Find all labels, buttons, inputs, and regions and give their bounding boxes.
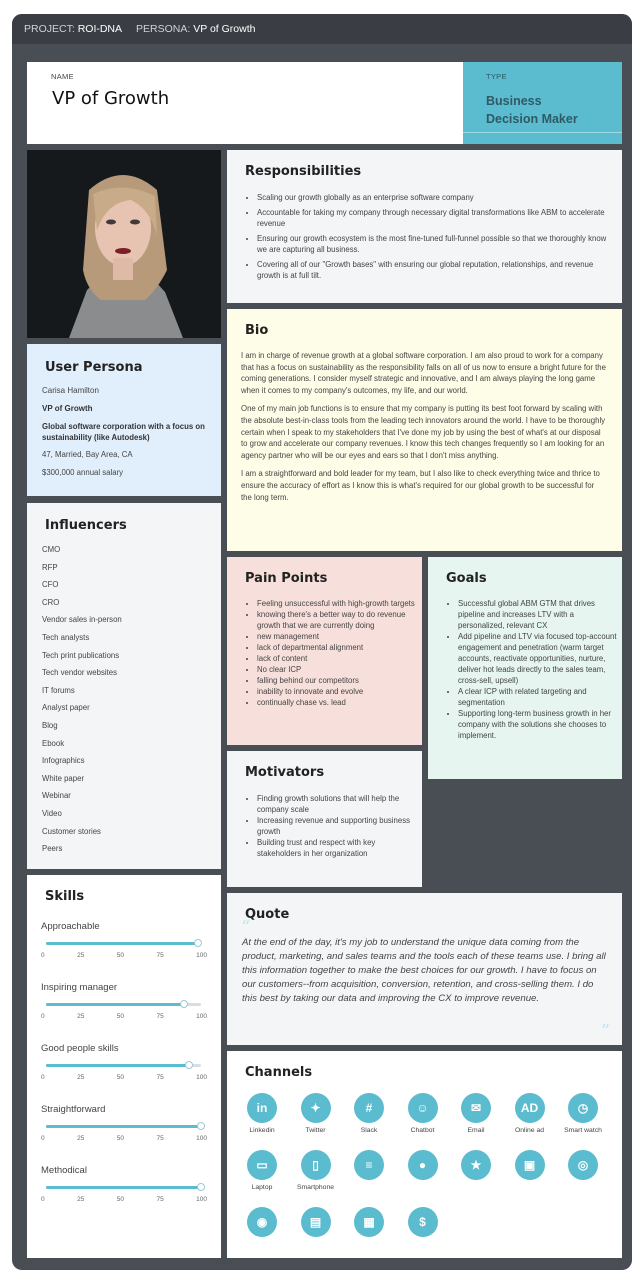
channel-item[interactable] xyxy=(448,1150,504,1180)
top-bar xyxy=(12,14,632,44)
pain-points-card xyxy=(227,557,422,745)
skill-tick-labels xyxy=(41,1135,207,1142)
responsibilities-card xyxy=(227,150,622,303)
type-label: TYPE xyxy=(486,72,507,81)
type-divider xyxy=(463,132,622,133)
skill-slider[interactable] xyxy=(46,1186,201,1189)
channel-label: Linkedin xyxy=(249,1127,275,1134)
skill-slider-handle[interactable] xyxy=(194,939,202,947)
channel-item[interactable] xyxy=(234,1207,290,1237)
skill-label: Approachable xyxy=(41,921,100,932)
bio-paragraph: One of my main job functions is to ensure that my company is putting its best foot forward by scaling with the absolute best-in-class tools from the leading tech innovators around the world. I have to be thoroughly certain when I speak to my stakeholders that I've done my job by using the best of what's at our disposal to grow and accelerate our company revenues. I know this tech changes frequently so I am looking for an agency partner who will be our eyes and ears so that I don't miss anything. xyxy=(241,404,606,460)
persona-photo xyxy=(27,150,221,338)
person-icon: ● xyxy=(408,1150,438,1180)
skill-tick-label: 50 xyxy=(116,1074,124,1081)
skills-card xyxy=(27,875,221,1258)
pain-point-item: • lack of departmental alignment xyxy=(257,642,417,653)
skill-tick-label: 100 xyxy=(196,1074,207,1081)
influencer-item: Vendor sales in-person xyxy=(42,615,122,625)
responsibility-item: • Covering all of our "Growth bases" with ensuring our global reputation, relationships, and revenue growth is at full tilt. xyxy=(257,259,607,281)
image-icon: ▣ xyxy=(515,1150,545,1180)
influencer-item: Blog xyxy=(42,720,58,730)
award-icon: ★ xyxy=(461,1150,491,1180)
linkedin-icon: in xyxy=(247,1093,277,1123)
persona-demographics: 47, Married, Bay Area, CA xyxy=(42,450,133,459)
channel-item[interactable] xyxy=(341,1150,397,1180)
skill-tick-label: 25 xyxy=(77,1074,85,1081)
influencers-card xyxy=(27,503,221,869)
smartphone-icon: ▯ xyxy=(301,1150,331,1180)
open-quote-icon: “ xyxy=(241,917,251,938)
calendar-icon: ▦ xyxy=(354,1207,384,1237)
chatbot-icon: ☺ xyxy=(408,1093,438,1123)
bio-paragraph: I am in charge of revenue growth at a global software corporation. I am also proud to work for a company that has a focus on sustainability as the responsibility falls on all of us now to ensure a bright future for the coming generations. I consider myself strategic and innovative, and I am always playing the long game when it comes to my company's outcomes, my life, and our world. xyxy=(241,351,606,395)
channel-label: Online ad xyxy=(514,1127,545,1134)
pain-point-item: • lack of content xyxy=(257,653,417,664)
skill-tick-label: 50 xyxy=(116,1196,124,1203)
channel-item[interactable] xyxy=(502,1093,558,1134)
goals-card xyxy=(428,557,622,779)
influencer-item: CMO xyxy=(42,545,61,554)
channel-label: Email xyxy=(467,1127,485,1134)
pain-point-item: • new management xyxy=(257,631,417,642)
type-value-line1: Business xyxy=(486,94,542,108)
skill-slider-fill xyxy=(46,1186,201,1189)
channel-item[interactable] xyxy=(234,1093,290,1134)
skill-tick-labels xyxy=(41,1074,207,1081)
skill-slider-fill xyxy=(46,1064,189,1067)
skill-tick-label: 0 xyxy=(41,952,45,959)
channel-item[interactable] xyxy=(288,1093,344,1134)
goals-title: Goals xyxy=(446,571,487,586)
motivators-title: Motivators xyxy=(245,765,325,780)
skill-row xyxy=(41,921,207,982)
smart-watch-icon: ◷ xyxy=(568,1093,598,1123)
influencer-item: CFO xyxy=(42,580,59,590)
skill-tick-label: 25 xyxy=(77,1135,85,1142)
persona-salary: $300,000 annual salary xyxy=(42,468,124,477)
skill-label: Inspiring manager xyxy=(41,982,118,993)
skill-tick-labels xyxy=(41,952,207,959)
project-label: PROJECT: xyxy=(24,23,75,35)
skill-tick-labels xyxy=(41,1013,207,1020)
globe-icon: ◎ xyxy=(568,1150,598,1180)
influencer-item: Tech analysts xyxy=(42,632,90,642)
influencer-item: Video xyxy=(42,808,62,818)
skill-tick-label: 50 xyxy=(116,1135,124,1142)
pain-point-item: • No clear ICP xyxy=(257,664,417,675)
portrait-image xyxy=(27,150,221,338)
type-card xyxy=(463,62,622,144)
skill-tick-label: 75 xyxy=(156,1074,164,1081)
persona-title: VP of Growth xyxy=(52,88,170,109)
online-ad-icon: AD xyxy=(515,1093,545,1123)
motivators-list xyxy=(243,793,417,859)
channel-item[interactable] xyxy=(341,1093,397,1134)
pain-point-item: • knowing there's a better way to do revenue growth that we are currently doing xyxy=(257,609,417,631)
persona-board xyxy=(12,14,632,1270)
skill-slider-handle[interactable] xyxy=(185,1061,193,1069)
pain-points-list xyxy=(243,598,417,708)
skill-tick-label: 0 xyxy=(41,1196,45,1203)
goal-item: • A clear ICP with related targeting and segmentation xyxy=(458,686,620,708)
persona-role: VP of Growth xyxy=(42,404,93,413)
influencer-item: Infographics xyxy=(42,756,85,766)
skill-slider-handle[interactable] xyxy=(197,1122,205,1130)
document-icon: ≡ xyxy=(354,1150,384,1180)
channel-label: Laptop xyxy=(251,1184,273,1191)
skill-tick-label: 100 xyxy=(196,1135,207,1142)
channel-item[interactable] xyxy=(288,1150,344,1191)
pain-points-title: Pain Points xyxy=(245,571,328,586)
channel-label: Slack xyxy=(360,1127,378,1134)
channel-item[interactable] xyxy=(555,1093,611,1134)
influencer-item: Tech vendor websites xyxy=(42,668,117,678)
channels-title: Channels xyxy=(245,1065,313,1080)
newspaper-icon: ▤ xyxy=(301,1207,331,1237)
user-persona-card xyxy=(27,344,221,496)
skill-tick-label: 100 xyxy=(196,1013,207,1020)
motivator-item: • Building trust and respect with key stakeholders in her organization xyxy=(257,837,417,859)
skill-row xyxy=(41,1043,207,1104)
skill-slider-fill xyxy=(46,1003,184,1006)
channel-item[interactable] xyxy=(341,1207,397,1237)
goal-item: • Add pipeline and LTV via focused top-account engagement and penetration (warm target accounts, reactivate opportunities, nurture, deliver hot leads directly to the sales team, cross-sell, upsell) xyxy=(458,631,620,686)
skill-tick-label: 0 xyxy=(41,1013,45,1020)
goals-list xyxy=(444,598,620,741)
skill-slider-handle[interactable] xyxy=(197,1183,205,1191)
channel-item[interactable] xyxy=(395,1093,451,1134)
influencer-item: Webinar xyxy=(42,791,71,801)
channel-item[interactable] xyxy=(555,1150,611,1180)
persona-company: Global software corporation with a focus on sustainability (like Autodesk) xyxy=(42,422,205,442)
influencer-item: Peers xyxy=(42,844,63,854)
skills-title: Skills xyxy=(45,889,85,904)
motivator-item: • Finding growth solutions that will help the company scale xyxy=(257,793,417,815)
responsibility-item: • Scaling our growth globally as an enterprise software company xyxy=(257,192,607,203)
goal-item: • Successful global ABM GTM that drives pipeline and increases LTV with a personalized, relevant CX xyxy=(458,598,620,631)
channel-item[interactable] xyxy=(502,1150,558,1180)
influencer-item: Ebook xyxy=(42,738,65,748)
close-quote-icon: ” xyxy=(600,1021,610,1042)
skill-tick-label: 50 xyxy=(116,952,124,959)
channel-item[interactable] xyxy=(288,1207,344,1237)
location-icon: ◉ xyxy=(247,1207,277,1237)
channel-item[interactable] xyxy=(395,1207,451,1237)
bio-paragraph: I am a straightforward and bold leader for my team, but I also like to check everything twice and thrice to ensure the accuracy of effort as I know this is what's required for our global growth to be successful for the long term. xyxy=(241,469,600,502)
channel-label: Twitter xyxy=(305,1127,326,1134)
pain-point-item: • falling behind our competitors xyxy=(257,675,417,686)
skill-tick-label: 75 xyxy=(156,1013,164,1020)
goal-item: • Supporting long-term business growth in her company with the solutions she chooses to implement. xyxy=(458,708,620,741)
project-name: ROI-DNA xyxy=(77,23,123,35)
motivator-item: • Increasing revenue and supporting business growth xyxy=(257,815,417,837)
email-icon: ✉ xyxy=(461,1093,491,1123)
pain-point-item: • continually chase vs. lead xyxy=(257,697,417,708)
user-persona-title: User Persona xyxy=(45,360,143,375)
skill-tick-label: 25 xyxy=(77,952,85,959)
skill-label: Straightforward xyxy=(41,1104,106,1115)
persona-name: VP of Growth xyxy=(193,23,256,35)
bio-title: Bio xyxy=(245,323,269,338)
type-value-line2: Decision Maker xyxy=(486,112,578,126)
responsibilities-list xyxy=(243,192,607,285)
skill-row xyxy=(41,1165,207,1226)
quote-text: At the end of the day, it's my job to understand the unique data coming from the product, marketing, and sales teams and the tools each of these teams use. I bring all this information together to make the best choices for our growth. I have to focus on our customers--from acquisition, conversion, retention, and cross-selling them. I do this best by taking our data and improving the CX to improve revenue. xyxy=(242,937,606,1004)
skill-slider-fill xyxy=(46,1125,201,1128)
name-card xyxy=(27,62,463,144)
skill-tick-label: 0 xyxy=(41,1135,45,1142)
channel-label: Smart watch xyxy=(564,1127,602,1134)
quote-card xyxy=(227,893,622,1045)
influencer-item: Analyst paper xyxy=(42,703,90,713)
influencer-item: Customer stories xyxy=(42,826,101,836)
persona-label: PERSONA: xyxy=(136,23,191,35)
channel-item[interactable] xyxy=(395,1150,451,1180)
influencer-item: CRO xyxy=(42,597,60,607)
channels-card xyxy=(227,1051,622,1258)
skill-label: Good people skills xyxy=(41,1043,119,1054)
pain-point-item: • inability to innovate and evolve xyxy=(257,686,417,697)
skill-label: Methodical xyxy=(41,1165,87,1176)
skill-slider-handle[interactable] xyxy=(180,1000,188,1008)
persona-person-name: Carisa Hamilton xyxy=(42,386,99,395)
skill-slider[interactable] xyxy=(46,1125,201,1128)
name-label: NAME xyxy=(51,72,74,81)
slack-icon: # xyxy=(354,1093,384,1123)
twitter-icon: ✦ xyxy=(301,1093,331,1123)
laptop-icon: ▭ xyxy=(247,1150,277,1180)
channel-label: Chatbot xyxy=(410,1127,435,1134)
skill-tick-label: 25 xyxy=(77,1196,85,1203)
responsibility-item: • Ensuring our growth ecosystem is the most fine-tuned full-funnel possible so that we thoroughly know we are capturing all business. xyxy=(257,233,607,255)
influencers-title: Influencers xyxy=(45,518,127,533)
bio-card xyxy=(227,309,622,551)
skill-row xyxy=(41,982,207,1043)
influencer-item: White paper xyxy=(42,773,85,783)
influencer-item: IT forums xyxy=(42,685,75,695)
skill-slider-fill xyxy=(46,942,198,945)
channel-label: Smartphone xyxy=(296,1184,335,1191)
pain-point-item: • Feeling unsuccessful with high-growth targets xyxy=(257,598,417,609)
skill-tick-label: 75 xyxy=(156,1196,164,1203)
skill-tick-label: 100 xyxy=(196,1196,207,1203)
skill-row xyxy=(41,1104,207,1165)
quote-title: Quote xyxy=(245,907,290,922)
skill-tick-label: 0 xyxy=(41,1074,45,1081)
influencer-item: Tech print publications xyxy=(42,650,120,660)
responsibilities-title: Responsibilities xyxy=(245,164,362,179)
skill-tick-label: 50 xyxy=(116,1013,124,1020)
skill-tick-label: 75 xyxy=(156,1135,164,1142)
influencers-list xyxy=(42,541,122,858)
skill-tick-label: 100 xyxy=(196,952,207,959)
skill-tick-labels xyxy=(41,1196,207,1203)
money-person-icon: $ xyxy=(408,1207,438,1237)
skill-slider[interactable] xyxy=(46,942,201,945)
bio-text xyxy=(241,350,607,510)
channel-item[interactable] xyxy=(234,1150,290,1191)
skill-slider[interactable] xyxy=(46,1064,201,1067)
influencer-item: RFP xyxy=(42,562,58,572)
skill-slider[interactable] xyxy=(46,1003,201,1006)
skill-tick-label: 25 xyxy=(77,1013,85,1020)
motivators-card xyxy=(227,751,422,887)
responsibility-item: • Accountable for taking my company through necessary digital transformations like ABM to accelerate revenue xyxy=(257,207,607,229)
skill-tick-label: 75 xyxy=(156,952,164,959)
skills-list xyxy=(41,921,207,1226)
channel-item[interactable] xyxy=(448,1093,504,1134)
